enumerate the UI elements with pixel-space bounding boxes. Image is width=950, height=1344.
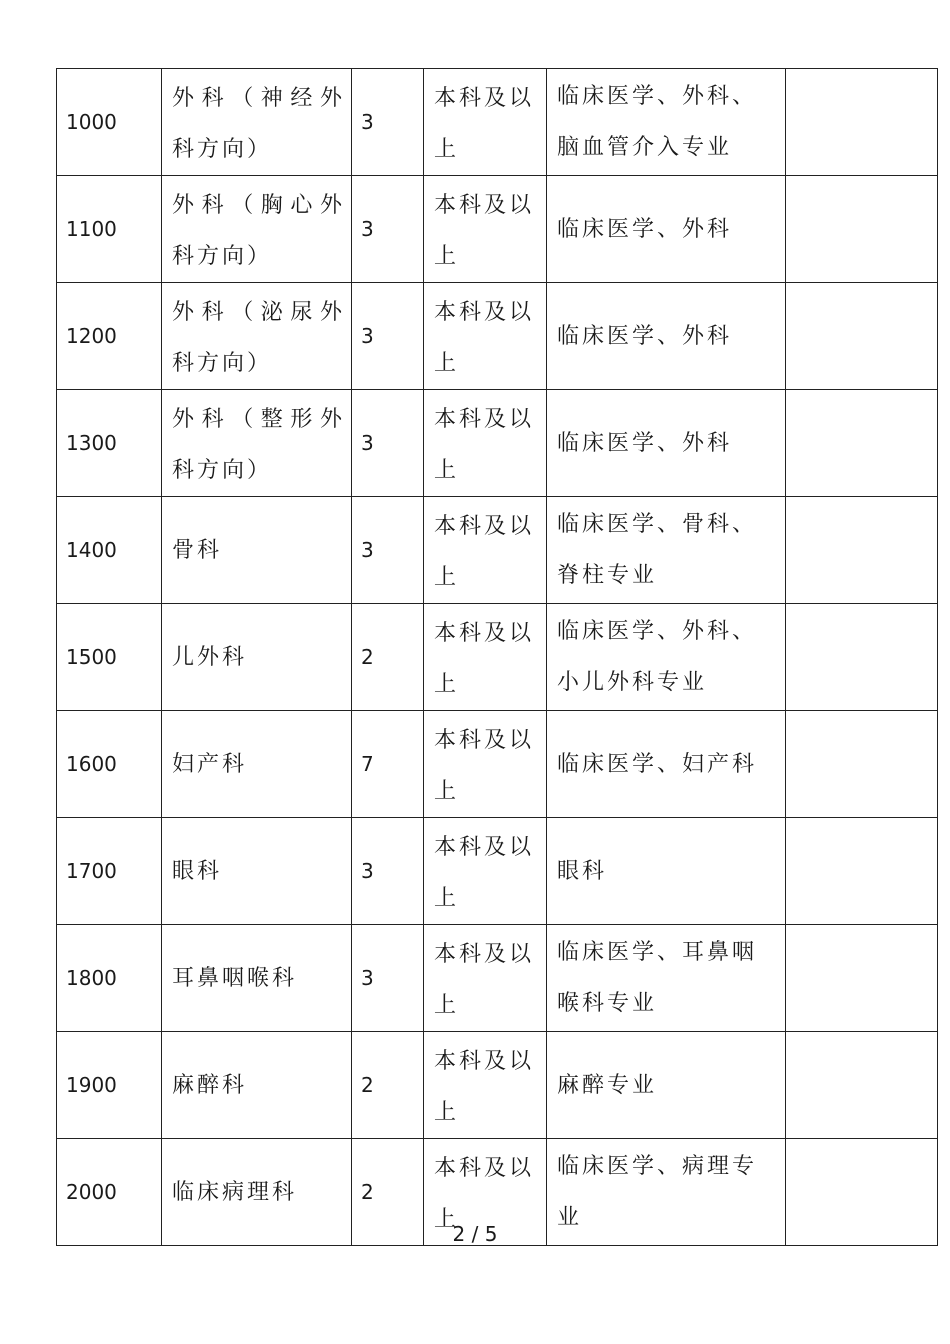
- remarks: [786, 818, 938, 925]
- education-requirement: 本科及以上: [424, 390, 547, 497]
- education-requirement: 本科及以上: [424, 1032, 547, 1139]
- headcount: 3: [352, 497, 424, 604]
- position-code: 1700: [57, 818, 162, 925]
- position-code: 1800: [57, 925, 162, 1032]
- position-code: 1600: [57, 711, 162, 818]
- table-row: [57, 69, 938, 176]
- position-code: 1300: [57, 390, 162, 497]
- education-requirement: 本科及以上: [424, 497, 547, 604]
- education-requirement: 本科及以上: [424, 604, 547, 711]
- headcount: 3: [352, 925, 424, 1032]
- education-requirement: 本科及以上: [424, 69, 547, 176]
- headcount: 3: [352, 283, 424, 390]
- position-code: 1500: [57, 604, 162, 711]
- positions-table: [56, 68, 938, 1246]
- table-row: [57, 497, 938, 604]
- major-requirement: 临床医学、耳鼻咽喉科专业: [547, 925, 786, 1032]
- headcount: 2: [352, 1139, 424, 1246]
- position-code: 1000: [57, 69, 162, 176]
- remarks: [786, 925, 938, 1032]
- department: 耳鼻咽喉科: [162, 925, 352, 1032]
- positions-table-container: [56, 68, 938, 1246]
- table-row: [57, 176, 938, 283]
- headcount: 7: [352, 711, 424, 818]
- department: 麻醉科: [162, 1032, 352, 1139]
- education-requirement: 本科及以上: [424, 176, 547, 283]
- department: 外科（胸心外科方向）: [162, 176, 352, 283]
- remarks: [786, 711, 938, 818]
- department: 外科（整形外科方向）: [162, 390, 352, 497]
- position-code: 2000: [57, 1139, 162, 1246]
- education-requirement: 本科及以上: [424, 1139, 547, 1246]
- remarks: [786, 1032, 938, 1139]
- headcount: 3: [352, 390, 424, 497]
- headcount: 3: [352, 69, 424, 176]
- remarks: [786, 604, 938, 711]
- major-requirement: 临床医学、外科: [547, 283, 786, 390]
- major-requirement: 临床医学、骨科、脊柱专业: [547, 497, 786, 604]
- major-requirement: 临床医学、妇产科: [547, 711, 786, 818]
- remarks: [786, 497, 938, 604]
- table-row: [57, 390, 938, 497]
- education-requirement: 本科及以上: [424, 711, 547, 818]
- education-requirement: 本科及以上: [424, 925, 547, 1032]
- department: 眼科: [162, 818, 352, 925]
- headcount: 2: [352, 1032, 424, 1139]
- remarks: [786, 176, 938, 283]
- department: 骨科: [162, 497, 352, 604]
- position-code: 1200: [57, 283, 162, 390]
- headcount: 3: [352, 818, 424, 925]
- page-number: 2 / 5: [452, 1222, 498, 1246]
- position-code: 1100: [57, 176, 162, 283]
- position-code: 1900: [57, 1032, 162, 1139]
- major-requirement: 麻醉专业: [547, 1032, 786, 1139]
- department: 儿外科: [162, 604, 352, 711]
- major-requirement: 临床医学、外科、脑血管介入专业: [547, 69, 786, 176]
- department: 外科（神经外科方向）: [162, 69, 352, 176]
- position-code: 1400: [57, 497, 162, 604]
- remarks: [786, 69, 938, 176]
- table-row: [57, 283, 938, 390]
- major-requirement: 临床医学、外科: [547, 176, 786, 283]
- headcount: 3: [352, 176, 424, 283]
- table-row: [57, 604, 938, 711]
- major-requirement: 临床医学、外科、小儿外科专业: [547, 604, 786, 711]
- department: 外科（泌尿外科方向）: [162, 283, 352, 390]
- table-row: [57, 711, 938, 818]
- remarks: [786, 283, 938, 390]
- headcount: 2: [352, 604, 424, 711]
- education-requirement: 本科及以上: [424, 283, 547, 390]
- table-row: [57, 818, 938, 925]
- department: 临床病理科: [162, 1139, 352, 1246]
- table-row: [57, 1032, 938, 1139]
- education-requirement: 本科及以上: [424, 818, 547, 925]
- major-requirement: 临床医学、外科: [547, 390, 786, 497]
- remarks: [786, 390, 938, 497]
- table-row: [57, 925, 938, 1032]
- major-requirement: 眼科: [547, 818, 786, 925]
- department: 妇产科: [162, 711, 352, 818]
- major-requirement: 临床医学、病理专业: [547, 1139, 786, 1246]
